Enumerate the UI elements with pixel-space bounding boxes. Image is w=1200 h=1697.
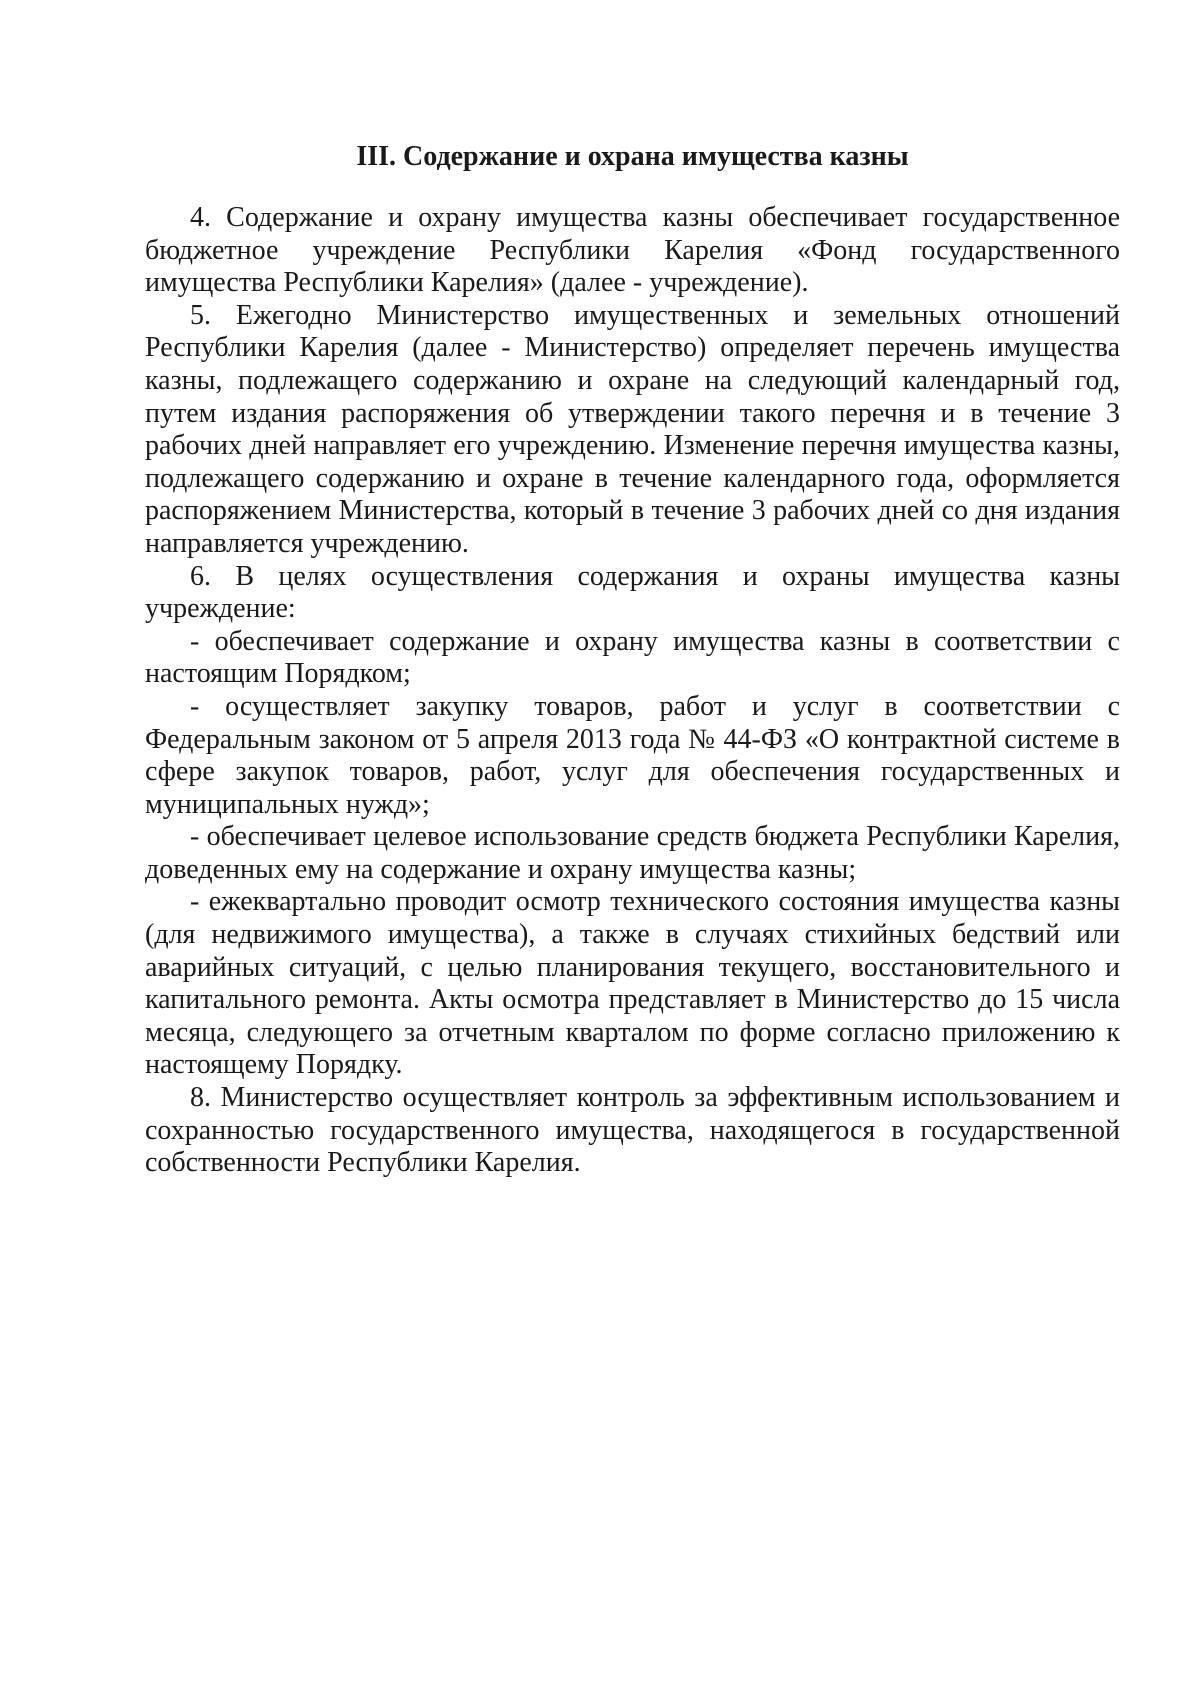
paragraph-8: 8. Министерство осуществляет контроль за эффективным использованием и сохранностью государственного имущества, находящегося в государственной собственности Республики Карелия.: [145, 1082, 1120, 1179]
section-heading: III. Содержание и охрана имущества казны: [356, 141, 909, 172]
paragraph-5: 5. Ежегодно Министерство имущественных и земельных отношений Республики Карелия (далее - Министерство) определяет перечень имущества казны, подлежащего содержанию и охране на следующий календарный год, путем издания распоряжения об утверждении такого перечня и в течение 3 рабочих дней направляет его учреждению. Изменение перечня имущества казны, подлежащего содержанию и охране в течение календарного года, оформляется распоряжением Министерства, который в течение 3 рабочих дней со дня издания направляется учреждению.: [145, 299, 1120, 559]
list-item-maintenance: - обеспечивает содержание и охрану имущества казны в соответствии с настоящим Порядком;: [145, 625, 1120, 690]
list-item-procurement: - осуществляет закупку товаров, работ и услуг в соответствии с Федеральным законом от 5 апреля 2013 года № 44-ФЗ «О контрактной системе в сфере закупок товаров, работ, услуг для обеспечения государственных и муниципальных нужд»;: [145, 690, 1120, 820]
list-item-inspection: - ежеквартально проводит осмотр технического состояния имущества казны (для недвижимого имущества), а также в случаях стихийных бедствий или аварийных ситуаций, с целью планирования текущего, восстановительного и капитального ремонта. Акты осмотра представляет в Министерство до 15 числа месяца, следующего за отчетным кварталом по форме согласно приложению к настоящему Порядку.: [145, 886, 1120, 1081]
paragraph-4: 4. Содержание и охрану имущества казны обеспечивает государственное бюджетное учреждение Республики Карелия «Фонд государственного имущества Республики Карелия» (далее - учреждение).: [145, 202, 1120, 299]
document-body: [145, 140, 1120, 1180]
list-item-budget-use: - обеспечивает целевое использование средств бюджета Республики Карелия, доведенных ему на содержание и охрану имущества казны;: [145, 821, 1120, 885]
paragraph-6: 6. В целях осуществления содержания и охраны имущества казны учреждение:: [145, 560, 1120, 625]
